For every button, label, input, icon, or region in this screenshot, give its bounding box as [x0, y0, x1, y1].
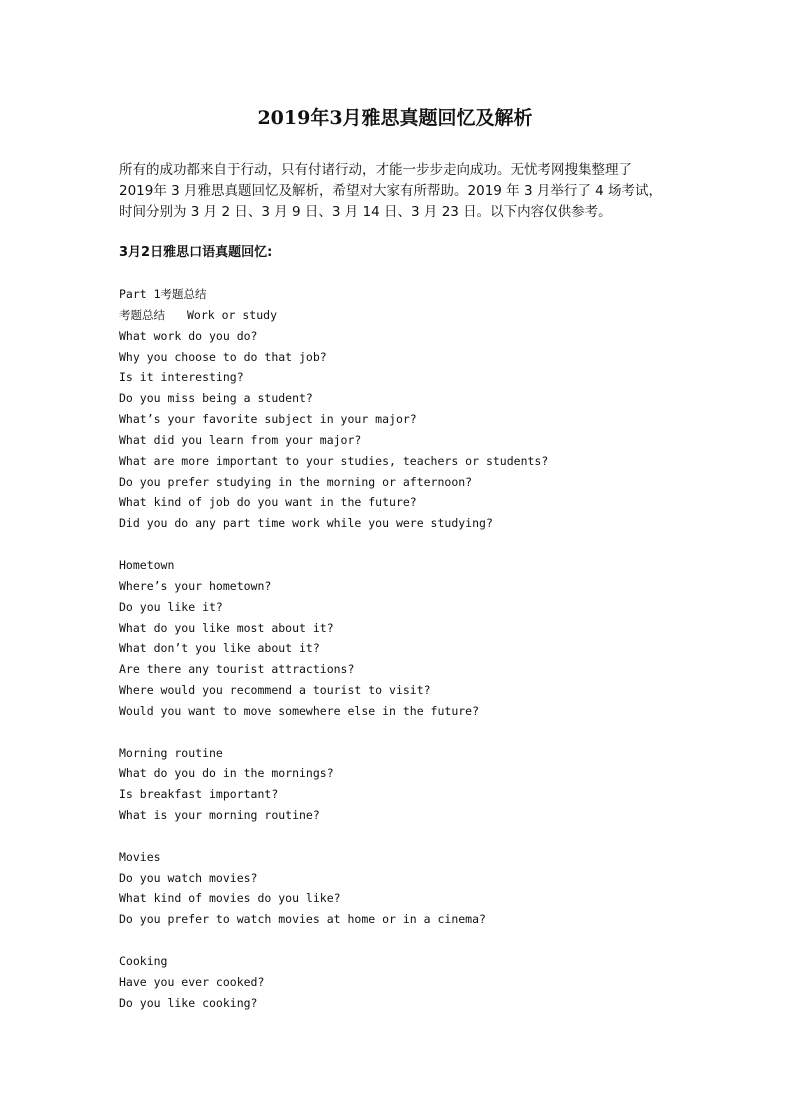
question-line: What did you learn from your major? [119, 432, 362, 447]
intro-line: 所有的成功都来自于行动，只有付诸行动，才能一步步走向成功。无忧考网搜集整理了 [119, 162, 632, 178]
question-line: Do you miss being a student? [119, 391, 313, 406]
blank-line [119, 930, 679, 951]
question-line: What is your morning routine? [119, 808, 320, 823]
question-line: Did you do any part time work while you were studying? [119, 516, 493, 531]
question-line: Is it interesting? [119, 370, 244, 385]
blank-line [119, 534, 679, 555]
page-title: 2019年3月雅思真题回忆及解析 [257, 107, 533, 129]
question-line: Have you ever cooked? [119, 974, 265, 989]
intro-line: 2019年 3 月雅思真题回忆及解析，希望对大家有所帮助。2019 年 3 月举行了 4 场考试， [119, 183, 663, 199]
question-line: Do you watch movies? [119, 870, 258, 885]
intro-paragraph [119, 160, 679, 223]
summary-row [119, 305, 679, 326]
section-heading: 3月2日雅思口语真题回忆: [119, 245, 273, 260]
topic-title: Movies [119, 849, 161, 864]
question-line: Do you like it? [119, 599, 223, 614]
question-list [119, 284, 679, 1014]
question-line: What work do you do? [119, 328, 258, 343]
summary-label: 考题总结 [119, 307, 165, 322]
topic-title: Cooking [119, 954, 168, 968]
question-line: Is breakfast important? [119, 787, 279, 802]
topic-title: Hometown [119, 557, 175, 572]
part-label: Part 1考题总结 [119, 287, 207, 301]
question-line: What do you do in the mornings? [119, 766, 334, 781]
blank-line [119, 826, 679, 847]
question-line: Why you choose to do that job? [119, 349, 327, 364]
question-line: What kind of job do you want in the future? [119, 495, 417, 510]
question-line: Do you like cooking? [119, 995, 258, 1010]
question-line: Where would you recommend a tourist to visit? [119, 683, 431, 698]
blank-line [119, 722, 679, 743]
question-line: Would you want to move somewhere else in the future? [119, 703, 480, 718]
question-line: What are more important to your studies, teachers or students? [119, 453, 549, 468]
question-line: What’s your favorite subject in your major? [119, 412, 417, 427]
question-line: What do you like most about it? [119, 620, 334, 635]
topic-title: Morning routine [119, 745, 223, 760]
question-line: What don’t you like about it? [119, 641, 320, 656]
intro-line: 时间分别为 3 月 2 日、3 月 9 日、3 月 14 日、3 月 23 日。以下内容仅供参考。 [119, 204, 612, 220]
question-line: Where’s your hometown? [119, 578, 272, 593]
question-line: What kind of movies do you like? [119, 891, 341, 906]
topic-title: Work or study [187, 307, 278, 322]
question-line: Do you prefer to watch movies at home or in a cinema? [119, 912, 486, 927]
question-line: Do you prefer studying in the morning or afternoon? [119, 474, 473, 489]
question-line: Are there any tourist attractions? [119, 662, 355, 677]
